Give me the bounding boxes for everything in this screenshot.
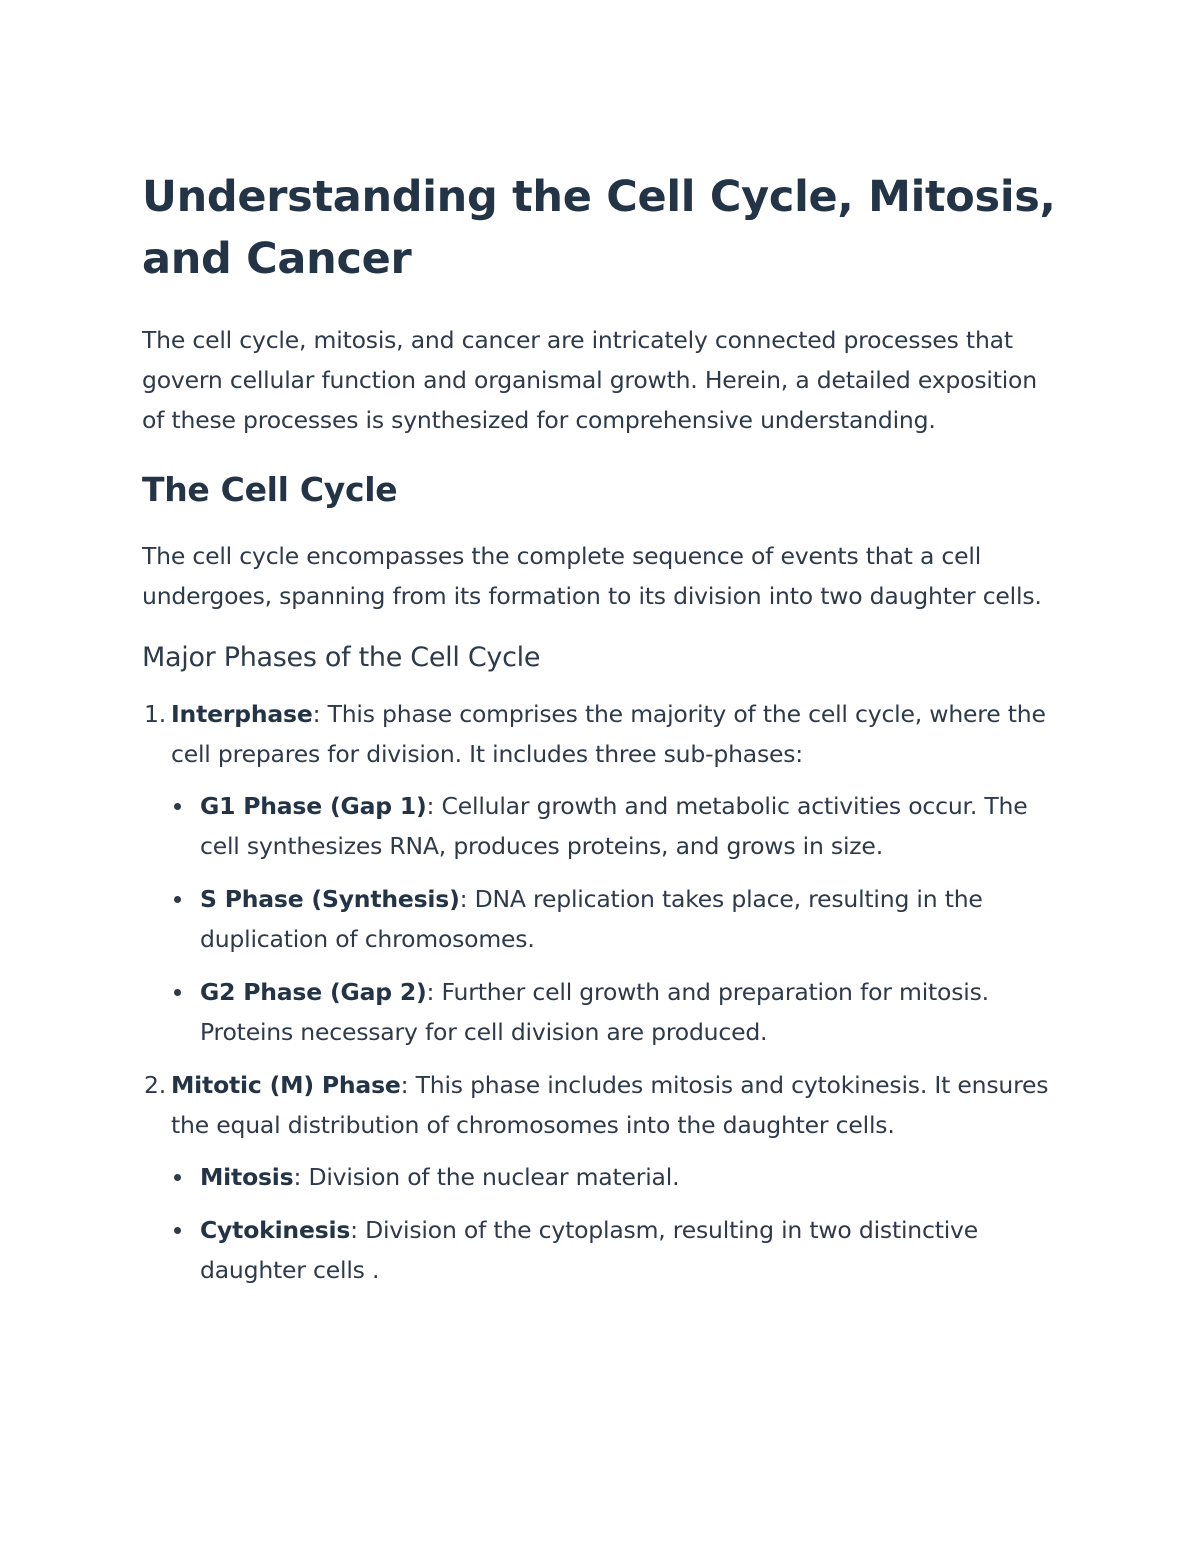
section-body: The cell cycle encompasses the complete sequence of events that a cell undergoes, spanning from its formation to its division into two daughter cells.: [142, 542, 1042, 610]
list-item: [171, 1210, 1062, 1290]
list-item: [142, 1065, 1062, 1290]
list-number: 1.: [144, 700, 167, 728]
phase-text: : This phase includes mitosis and cytokinesis. It ensures the equal distribution of chromosomes into the daughter cells.: [171, 1071, 1049, 1139]
bullet-icon: [174, 1174, 181, 1181]
subphase-text: : Cellular growth and metabolic activities occur. The cell synthesizes RNA, produces proteins, and grows in size.: [200, 792, 1028, 860]
phase-term: Interphase: [171, 700, 313, 728]
document-page: [142, 166, 1062, 1303]
subphase-term: S Phase (Synthesis): [200, 885, 460, 913]
subphase-term: Mitosis: [200, 1163, 294, 1191]
subphase-text: : Division of the cytoplasm, resulting in two distinctive daughter cells .: [200, 1216, 979, 1284]
subphase-term: G2 Phase (Gap 2): [200, 978, 427, 1006]
bullet-icon: [174, 803, 181, 810]
list-item: [171, 786, 1062, 866]
section-heading: The Cell Cycle: [142, 470, 398, 509]
bullet-icon: [174, 989, 181, 996]
list-item: [142, 694, 1062, 1052]
subphase-term: G1 Phase (Gap 1): [200, 792, 427, 820]
subphase-term: Cytokinesis: [200, 1216, 351, 1244]
list-number: 2.: [144, 1071, 167, 1099]
phase-text: : This phase comprises the majority of the cell cycle, where the cell prepares for division. It includes three sub-phases:: [171, 700, 1046, 768]
page-title: Understanding the Cell Cycle, Mitosis, and Cancer: [142, 172, 1056, 284]
list-item: [171, 879, 1062, 959]
subsection-heading: Major Phases of the Cell Cycle: [142, 642, 541, 673]
phase-term: Mitotic (M) Phase: [171, 1071, 401, 1099]
intro-paragraph: The cell cycle, mitosis, and cancer are intricately connected processes that govern cellular function and organismal growth. Herein, a detailed exposition of these processes is synthesized for comprehensive understanding.: [142, 326, 1037, 434]
subphase-list: [171, 1157, 1062, 1290]
bullet-icon: [174, 896, 181, 903]
subphase-list: [171, 786, 1062, 1052]
list-item: [171, 972, 1062, 1052]
bullet-icon: [174, 1227, 181, 1234]
phases-list: [142, 694, 1062, 1290]
subphase-text: : Division of the nuclear material.: [293, 1163, 680, 1191]
subphase-text: : Further cell growth and preparation for mitosis. Proteins necessary for cell division are produced.: [200, 978, 989, 1046]
subphase-text: : DNA replication takes place, resulting in the duplication of chromosomes.: [200, 885, 983, 953]
list-item: [171, 1157, 1062, 1197]
